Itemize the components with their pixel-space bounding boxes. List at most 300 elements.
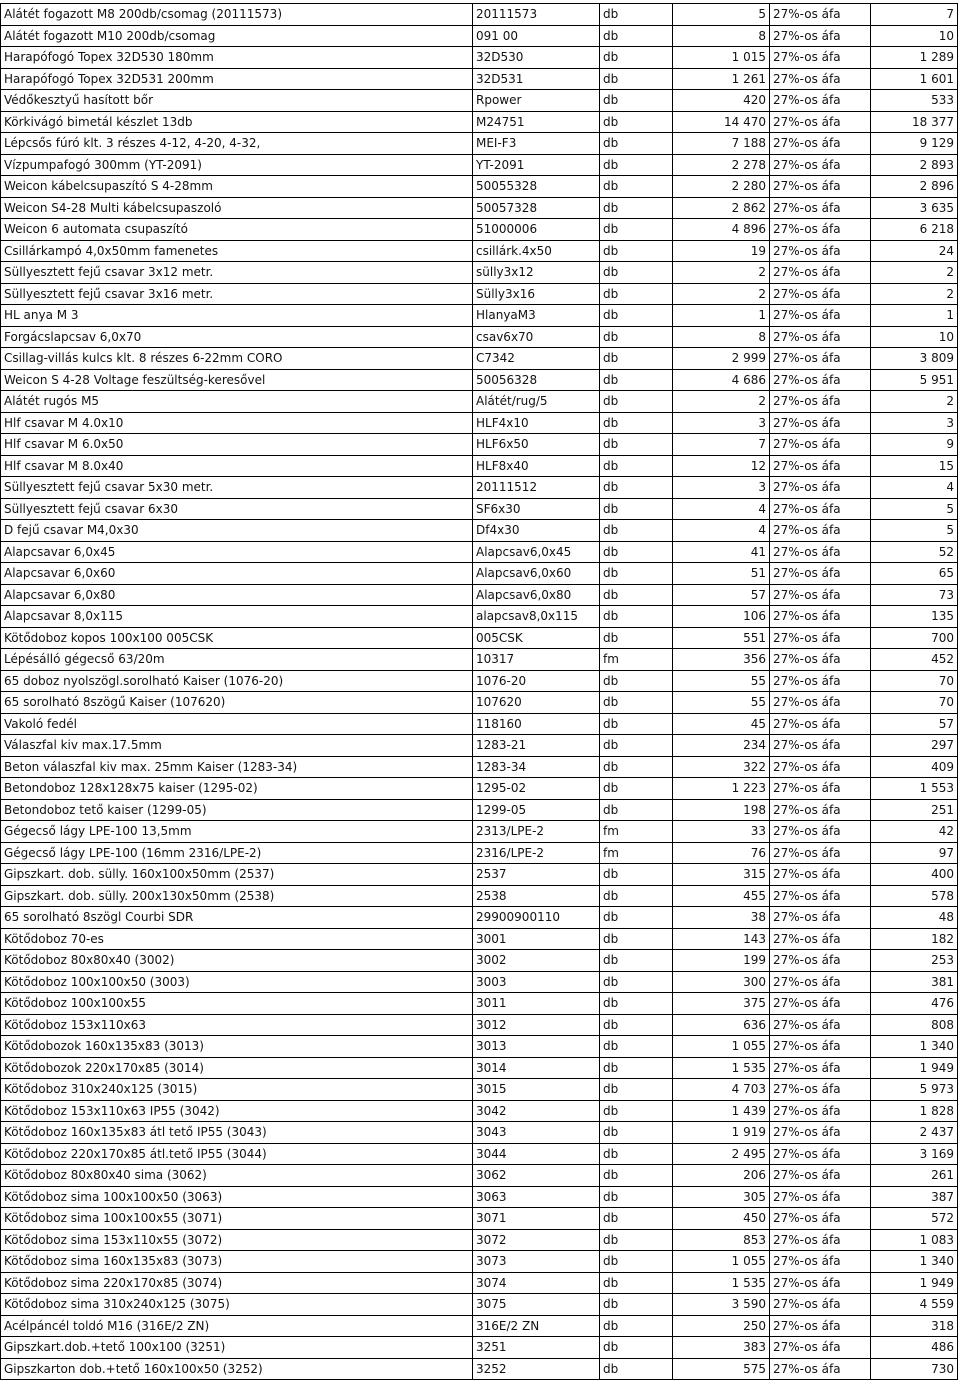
item-name-cell: Forgácslapcsav 6,0x70 <box>1 326 473 348</box>
item-name-cell: Kötődoboz 100x100x55 <box>1 993 473 1015</box>
net-price-cell: 375 <box>673 993 770 1015</box>
item-name-cell: Csillag-villás kulcs klt. 8 részes 6-22mm CORO <box>1 348 473 370</box>
net-price-cell: 2 862 <box>673 197 770 219</box>
vat-rate-cell: 27%-os áfa <box>770 1057 871 1079</box>
vat-rate-cell: 27%-os áfa <box>770 520 871 542</box>
item-name-cell: Gégecső lágy LPE-100 13,5mm <box>1 821 473 843</box>
vat-rate-cell: 27%-os áfa <box>770 1014 871 1036</box>
vat-rate-cell: 27%-os áfa <box>770 348 871 370</box>
item-name-cell: Kötődoboz 220x170x85 átl.tető IP55 (3044) <box>1 1143 473 1165</box>
unit-cell: db <box>600 584 673 606</box>
table-row <box>1 1079 958 1101</box>
table-row <box>1 520 958 542</box>
unit-cell: db <box>600 670 673 692</box>
unit-cell: db <box>600 520 673 542</box>
vat-rate-cell: 27%-os áfa <box>770 928 871 950</box>
vat-rate-cell: 27%-os áfa <box>770 1143 871 1165</box>
item-name-cell: Kötődoboz sima 153x110x55 (3072) <box>1 1229 473 1251</box>
unit-cell: db <box>600 971 673 993</box>
item-code-cell: Alapcsav6,0x60 <box>473 563 600 585</box>
unit-cell: db <box>600 928 673 950</box>
table-row <box>1 1294 958 1316</box>
gross-price-cell: 452 <box>871 649 958 671</box>
table-row <box>1 4 958 26</box>
vat-rate-cell: 27%-os áfa <box>770 412 871 434</box>
vat-rate-cell: 27%-os áfa <box>770 563 871 585</box>
item-code-cell: 3044 <box>473 1143 600 1165</box>
item-code-cell: 1283-21 <box>473 735 600 757</box>
vat-rate-cell: 27%-os áfa <box>770 1165 871 1187</box>
gross-price-cell: 2 <box>871 391 958 413</box>
gross-price-cell: 52 <box>871 541 958 563</box>
gross-price-cell: 73 <box>871 584 958 606</box>
net-price-cell: 2 999 <box>673 348 770 370</box>
table-row <box>1 90 958 112</box>
net-price-cell: 4 <box>673 520 770 542</box>
unit-cell: db <box>600 197 673 219</box>
item-code-cell: 2538 <box>473 885 600 907</box>
item-code-cell: csav6x70 <box>473 326 600 348</box>
gross-price-cell: 3 <box>871 412 958 434</box>
item-name-cell: Alátét fogazott M10 200db/csomag <box>1 25 473 47</box>
gross-price-cell: 700 <box>871 627 958 649</box>
unit-cell: db <box>600 305 673 327</box>
net-price-cell: 2 280 <box>673 176 770 198</box>
item-code-cell: HLF4x10 <box>473 412 600 434</box>
table-row <box>1 455 958 477</box>
net-price-cell: 420 <box>673 90 770 112</box>
table-row <box>1 563 958 585</box>
item-name-cell: Beton válaszfal kiv max. 25mm Kaiser (1283-34) <box>1 756 473 778</box>
table-row <box>1 197 958 219</box>
vat-rate-cell: 27%-os áfa <box>770 47 871 69</box>
item-code-cell: 50057328 <box>473 197 600 219</box>
unit-cell: db <box>600 778 673 800</box>
vat-rate-cell: 27%-os áfa <box>770 1229 871 1251</box>
vat-rate-cell: 27%-os áfa <box>770 584 871 606</box>
net-price-cell: 450 <box>673 1208 770 1230</box>
item-code-cell: 3252 <box>473 1358 600 1380</box>
gross-price-cell: 5 973 <box>871 1079 958 1101</box>
vat-rate-cell: 27%-os áfa <box>770 1337 871 1359</box>
table-row <box>1 240 958 262</box>
item-name-cell: Vakoló fedél <box>1 713 473 735</box>
table-row <box>1 649 958 671</box>
gross-price-cell: 24 <box>871 240 958 262</box>
item-name-cell: Hlf csavar M 8.0x40 <box>1 455 473 477</box>
gross-price-cell: 253 <box>871 950 958 972</box>
table-row <box>1 627 958 649</box>
unit-cell: fm <box>600 842 673 864</box>
gross-price-cell: 2 437 <box>871 1122 958 1144</box>
gross-price-cell: 1 340 <box>871 1036 958 1058</box>
net-price-cell: 19 <box>673 240 770 262</box>
item-name-cell: Gégecső lágy LPE-100 (16mm 2316/LPE-2) <box>1 842 473 864</box>
vat-rate-cell: 27%-os áfa <box>770 541 871 563</box>
unit-cell: db <box>600 111 673 133</box>
unit-cell: db <box>600 993 673 1015</box>
unit-cell: db <box>600 219 673 241</box>
net-price-cell: 8 <box>673 326 770 348</box>
vat-rate-cell: 27%-os áfa <box>770 606 871 628</box>
item-name-cell: Kötődoboz 153x110x63 IP55 (3042) <box>1 1100 473 1122</box>
gross-price-cell: 476 <box>871 993 958 1015</box>
item-name-cell: Betondoboz tető kaiser (1299-05) <box>1 799 473 821</box>
gross-price-cell: 7 <box>871 4 958 26</box>
table-row <box>1 1057 958 1079</box>
net-price-cell: 1 535 <box>673 1272 770 1294</box>
vat-rate-cell: 27%-os áfa <box>770 778 871 800</box>
net-price-cell: 1 919 <box>673 1122 770 1144</box>
vat-rate-cell: 27%-os áfa <box>770 1122 871 1144</box>
net-price-cell: 5 <box>673 4 770 26</box>
item-code-cell: 316E/2 ZN <box>473 1315 600 1337</box>
item-code-cell: 20111573 <box>473 4 600 26</box>
net-price-cell: 3 <box>673 412 770 434</box>
item-name-cell: Hlf csavar M 6.0x50 <box>1 434 473 456</box>
item-code-cell: 3072 <box>473 1229 600 1251</box>
item-code-cell: 3001 <box>473 928 600 950</box>
unit-cell: db <box>600 1272 673 1294</box>
item-name-cell: Kötődoboz sima 220x170x85 (3074) <box>1 1272 473 1294</box>
vat-rate-cell: 27%-os áfa <box>770 649 871 671</box>
item-name-cell: D fejű csavar M4,0x30 <box>1 520 473 542</box>
item-code-cell: Alátét/rug/5 <box>473 391 600 413</box>
vat-rate-cell: 27%-os áfa <box>770 692 871 714</box>
unit-cell: db <box>600 240 673 262</box>
table-row <box>1 154 958 176</box>
unit-cell: db <box>600 154 673 176</box>
item-name-cell: Harapófogó Topex 32D530 180mm <box>1 47 473 69</box>
gross-price-cell: 57 <box>871 713 958 735</box>
gross-price-cell: 3 169 <box>871 1143 958 1165</box>
unit-cell: db <box>600 1014 673 1036</box>
item-code-cell: 3002 <box>473 950 600 972</box>
item-code-cell: 118160 <box>473 713 600 735</box>
item-code-cell: 005CSK <box>473 627 600 649</box>
item-code-cell: 3074 <box>473 1272 600 1294</box>
item-code-cell: 51000006 <box>473 219 600 241</box>
item-name-cell: Lépésálló gégecső 63/20m <box>1 649 473 671</box>
gross-price-cell: 6 218 <box>871 219 958 241</box>
table-row <box>1 993 958 1015</box>
net-price-cell: 250 <box>673 1315 770 1337</box>
gross-price-cell: 135 <box>871 606 958 628</box>
unit-cell: db <box>600 68 673 90</box>
net-price-cell: 51 <box>673 563 770 585</box>
net-price-cell: 33 <box>673 821 770 843</box>
item-code-cell: 3071 <box>473 1208 600 1230</box>
unit-cell: db <box>600 434 673 456</box>
table-row <box>1 477 958 499</box>
item-name-cell: Gipszkarton dob.+tető 160x100x50 (3252) <box>1 1358 473 1380</box>
item-name-cell: Kötődoboz 70-es <box>1 928 473 950</box>
vat-rate-cell: 27%-os áfa <box>770 154 871 176</box>
vat-rate-cell: 27%-os áfa <box>770 1251 871 1273</box>
net-price-cell: 2 <box>673 391 770 413</box>
table-row <box>1 25 958 47</box>
vat-rate-cell: 27%-os áfa <box>770 1208 871 1230</box>
unit-cell: db <box>600 799 673 821</box>
table-row <box>1 606 958 628</box>
gross-price-cell: 1 083 <box>871 1229 958 1251</box>
gross-price-cell: 10 <box>871 326 958 348</box>
net-price-cell: 1 261 <box>673 68 770 90</box>
item-code-cell: 3011 <box>473 993 600 1015</box>
vat-rate-cell: 27%-os áfa <box>770 971 871 993</box>
unit-cell: db <box>600 412 673 434</box>
vat-rate-cell: 27%-os áfa <box>770 477 871 499</box>
gross-price-cell: 1 828 <box>871 1100 958 1122</box>
vat-rate-cell: 27%-os áfa <box>770 627 871 649</box>
table-row <box>1 907 958 929</box>
table-row <box>1 391 958 413</box>
unit-cell: db <box>600 90 673 112</box>
vat-rate-cell: 27%-os áfa <box>770 670 871 692</box>
vat-rate-cell: 27%-os áfa <box>770 842 871 864</box>
net-price-cell: 575 <box>673 1358 770 1380</box>
item-code-cell: alapcsav8,0x115 <box>473 606 600 628</box>
unit-cell: db <box>600 477 673 499</box>
unit-cell: db <box>600 1294 673 1316</box>
net-price-cell: 1 <box>673 305 770 327</box>
gross-price-cell: 18 377 <box>871 111 958 133</box>
item-name-cell: Gipszkart. dob. sülly. 200x130x50mm (2538) <box>1 885 473 907</box>
table-row <box>1 434 958 456</box>
table-row <box>1 262 958 284</box>
table-row <box>1 1122 958 1144</box>
unit-cell: db <box>600 47 673 69</box>
gross-price-cell: 9 129 <box>871 133 958 155</box>
unit-cell: db <box>600 348 673 370</box>
gross-price-cell: 70 <box>871 670 958 692</box>
item-name-cell: 65 doboz nyolszögl.sorolható Kaiser (1076-20) <box>1 670 473 692</box>
net-price-cell: 300 <box>673 971 770 993</box>
gross-price-cell: 97 <box>871 842 958 864</box>
table-row <box>1 1208 958 1230</box>
item-code-cell: 3013 <box>473 1036 600 1058</box>
table-row <box>1 1143 958 1165</box>
item-code-cell: 2316/LPE-2 <box>473 842 600 864</box>
item-name-cell: 65 sorolható 8szögű Kaiser (107620) <box>1 692 473 714</box>
gross-price-cell: 70 <box>871 692 958 714</box>
table-row <box>1 219 958 241</box>
gross-price-cell: 409 <box>871 756 958 778</box>
net-price-cell: 2 495 <box>673 1143 770 1165</box>
unit-cell: db <box>600 756 673 778</box>
table-row <box>1 1229 958 1251</box>
table-row <box>1 133 958 155</box>
item-code-cell: 3073 <box>473 1251 600 1273</box>
item-code-cell: HlanyaM3 <box>473 305 600 327</box>
table-row <box>1 928 958 950</box>
gross-price-cell: 1 553 <box>871 778 958 800</box>
table-row <box>1 1036 958 1058</box>
item-code-cell: 091 00 <box>473 25 600 47</box>
vat-rate-cell: 27%-os áfa <box>770 735 871 757</box>
gross-price-cell: 3 809 <box>871 348 958 370</box>
net-price-cell: 383 <box>673 1337 770 1359</box>
gross-price-cell: 3 635 <box>871 197 958 219</box>
unit-cell: db <box>600 1122 673 1144</box>
unit-cell: db <box>600 262 673 284</box>
vat-rate-cell: 27%-os áfa <box>770 68 871 90</box>
unit-cell: db <box>600 176 673 198</box>
gross-price-cell: 5 951 <box>871 369 958 391</box>
gross-price-cell: 9 <box>871 434 958 456</box>
table-row <box>1 778 958 800</box>
unit-cell: db <box>600 326 673 348</box>
net-price-cell: 45 <box>673 713 770 735</box>
unit-cell: db <box>600 735 673 757</box>
vat-rate-cell: 27%-os áfa <box>770 219 871 241</box>
net-price-cell: 551 <box>673 627 770 649</box>
gross-price-cell: 5 <box>871 498 958 520</box>
item-code-cell: 3043 <box>473 1122 600 1144</box>
unit-cell: db <box>600 455 673 477</box>
gross-price-cell: 5 <box>871 520 958 542</box>
net-price-cell: 7 188 <box>673 133 770 155</box>
item-code-cell: Alapcsav6,0x80 <box>473 584 600 606</box>
table-row <box>1 692 958 714</box>
unit-cell: db <box>600 1337 673 1359</box>
item-name-cell: Csillárkampó 4,0x50mm famenetes <box>1 240 473 262</box>
unit-cell: db <box>600 627 673 649</box>
vat-rate-cell: 27%-os áfa <box>770 1079 871 1101</box>
gross-price-cell: 48 <box>871 907 958 929</box>
table-row <box>1 305 958 327</box>
item-code-cell: 20111512 <box>473 477 600 499</box>
net-price-cell: 38 <box>673 907 770 929</box>
net-price-cell: 4 703 <box>673 1079 770 1101</box>
net-price-cell: 853 <box>673 1229 770 1251</box>
vat-rate-cell: 27%-os áfa <box>770 133 871 155</box>
item-code-cell: 29900900110 <box>473 907 600 929</box>
net-price-cell: 76 <box>673 842 770 864</box>
vat-rate-cell: 27%-os áfa <box>770 821 871 843</box>
net-price-cell: 106 <box>673 606 770 628</box>
item-name-cell: Weicon 6 automata csupaszító <box>1 219 473 241</box>
item-name-cell: Válaszfal kiv max.17.5mm <box>1 735 473 757</box>
item-code-cell: 3042 <box>473 1100 600 1122</box>
item-name-cell: Kötődoboz sima 310x240x125 (3075) <box>1 1294 473 1316</box>
net-price-cell: 3 590 <box>673 1294 770 1316</box>
net-price-cell: 1 223 <box>673 778 770 800</box>
unit-cell: db <box>600 391 673 413</box>
gross-price-cell: 533 <box>871 90 958 112</box>
table-row <box>1 756 958 778</box>
item-code-cell: HLF6x50 <box>473 434 600 456</box>
net-price-cell: 315 <box>673 864 770 886</box>
net-price-cell: 2 <box>673 283 770 305</box>
unit-cell: fm <box>600 821 673 843</box>
net-price-cell: 12 <box>673 455 770 477</box>
item-name-cell: Weicon S4-28 Multi kábelcsupaszoló <box>1 197 473 219</box>
price-table <box>0 3 958 1380</box>
item-name-cell: Kötődoboz 153x110x63 <box>1 1014 473 1036</box>
table-row <box>1 1251 958 1273</box>
unit-cell: db <box>600 1100 673 1122</box>
net-price-cell: 2 <box>673 262 770 284</box>
item-code-cell: C7342 <box>473 348 600 370</box>
item-code-cell: 3075 <box>473 1294 600 1316</box>
item-code-cell: 3251 <box>473 1337 600 1359</box>
vat-rate-cell: 27%-os áfa <box>770 197 871 219</box>
table-row <box>1 326 958 348</box>
item-name-cell: Kötődoboz sima 160x135x83 (3073) <box>1 1251 473 1273</box>
net-price-cell: 305 <box>673 1186 770 1208</box>
vat-rate-cell: 27%-os áfa <box>770 240 871 262</box>
item-code-cell: Alapcsav6,0x45 <box>473 541 600 563</box>
item-code-cell: YT-2091 <box>473 154 600 176</box>
gross-price-cell: 1 340 <box>871 1251 958 1273</box>
item-code-cell: 3014 <box>473 1057 600 1079</box>
vat-rate-cell: 27%-os áfa <box>770 1294 871 1316</box>
vat-rate-cell: 27%-os áfa <box>770 455 871 477</box>
unit-cell: db <box>600 25 673 47</box>
net-price-cell: 4 896 <box>673 219 770 241</box>
table-row <box>1 584 958 606</box>
table-row <box>1 842 958 864</box>
table-row <box>1 735 958 757</box>
gross-price-cell: 2 <box>871 262 958 284</box>
item-code-cell: 1299-05 <box>473 799 600 821</box>
gross-price-cell: 808 <box>871 1014 958 1036</box>
net-price-cell: 143 <box>673 928 770 950</box>
vat-rate-cell: 27%-os áfa <box>770 1358 871 1380</box>
item-name-cell: Süllyesztett fejű csavar 3x12 metr. <box>1 262 473 284</box>
item-code-cell: 2537 <box>473 864 600 886</box>
table-row <box>1 283 958 305</box>
gross-price-cell: 2 896 <box>871 176 958 198</box>
vat-rate-cell: 27%-os áfa <box>770 950 871 972</box>
table-row <box>1 713 958 735</box>
unit-cell: db <box>600 283 673 305</box>
table-row <box>1 1315 958 1337</box>
vat-rate-cell: 27%-os áfa <box>770 90 871 112</box>
unit-cell: db <box>600 133 673 155</box>
unit-cell: db <box>600 1251 673 1273</box>
unit-cell: db <box>600 1143 673 1165</box>
item-code-cell: 10317 <box>473 649 600 671</box>
item-code-cell: Df4x30 <box>473 520 600 542</box>
vat-rate-cell: 27%-os áfa <box>770 907 871 929</box>
table-row <box>1 369 958 391</box>
gross-price-cell: 65 <box>871 563 958 585</box>
item-code-cell: 107620 <box>473 692 600 714</box>
table-row <box>1 111 958 133</box>
item-code-cell: MEI-F3 <box>473 133 600 155</box>
item-code-cell: Rpower <box>473 90 600 112</box>
unit-cell: db <box>600 1079 673 1101</box>
item-name-cell: Süllyesztett fejű csavar 3x16 metr. <box>1 283 473 305</box>
vat-rate-cell: 27%-os áfa <box>770 1100 871 1122</box>
gross-price-cell: 486 <box>871 1337 958 1359</box>
table-row <box>1 176 958 198</box>
unit-cell: db <box>600 1165 673 1187</box>
vat-rate-cell: 27%-os áfa <box>770 1036 871 1058</box>
net-price-cell: 55 <box>673 670 770 692</box>
item-name-cell: Betondoboz 128x128x75 kaiser (1295-02) <box>1 778 473 800</box>
net-price-cell: 1 055 <box>673 1251 770 1273</box>
unit-cell: fm <box>600 649 673 671</box>
item-code-cell: HLF8x40 <box>473 455 600 477</box>
table-row <box>1 971 958 993</box>
vat-rate-cell: 27%-os áfa <box>770 262 871 284</box>
gross-price-cell: 251 <box>871 799 958 821</box>
gross-price-cell: 730 <box>871 1358 958 1380</box>
net-price-cell: 636 <box>673 1014 770 1036</box>
